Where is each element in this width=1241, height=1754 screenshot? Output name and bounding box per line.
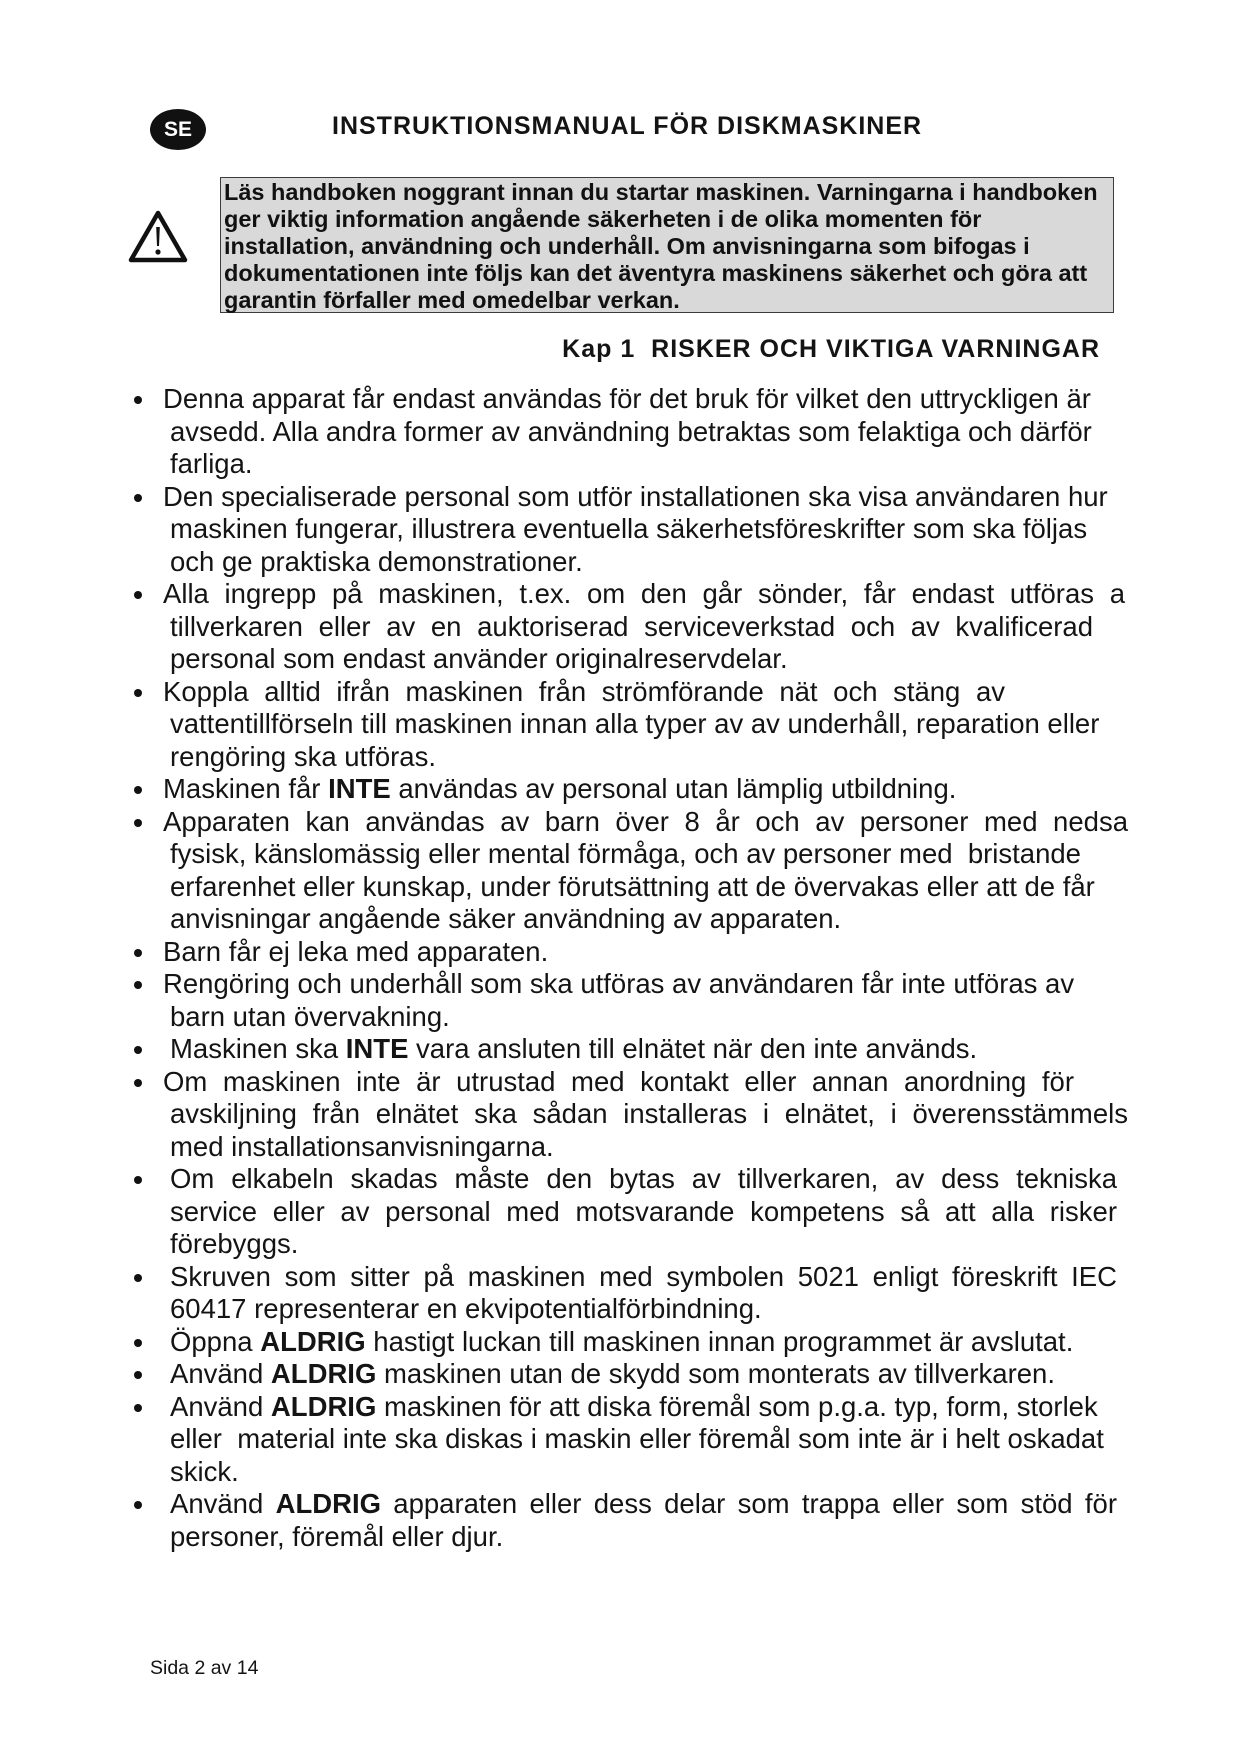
text-segment: apparaten eller dess delar som trappa eller som stöd för (381, 1488, 1117, 1519)
text-segment: avsedd. Alla andra former av användning betraktas som felaktiga och därför (170, 415, 1092, 447)
text-line-content (170, 1033, 977, 1066)
bullet-icon (134, 1274, 142, 1282)
text-segment: Om maskinen inte är utrustad med kontakt eller annan anordning för (163, 1065, 1074, 1097)
bullet-icon (134, 494, 142, 502)
text-line (0, 1228, 1241, 1261)
text-segment: vara ansluten till elnätet när den inte används. (408, 1033, 978, 1064)
list-item (0, 936, 1241, 969)
text-line (0, 968, 1241, 1001)
text-segment: anvisningar angående säker användning av apparaten. (170, 903, 842, 934)
text-line-content (163, 383, 1091, 416)
emphasis-text: ALDRIG (270, 1358, 377, 1389)
bullet-icon (134, 689, 142, 697)
text-line-content (170, 708, 1099, 741)
text-segment: med installationsanvisningarna. (170, 1130, 554, 1162)
bullet-icon (134, 1371, 142, 1379)
list-item (0, 383, 1241, 481)
text-line (0, 1131, 1241, 1164)
text-line (0, 676, 1241, 709)
text-line-content (163, 968, 1074, 1001)
text-segment: Öppna (170, 1325, 261, 1357)
bullet-icon (134, 1079, 142, 1087)
text-line (0, 513, 1241, 546)
text-line-content (163, 676, 1005, 709)
warning-text-line: installation, användning och underhåll. Om anvisningarna som bifogas i (224, 233, 1030, 259)
list-item (0, 1391, 1241, 1489)
emphasis-text: INTE (345, 1033, 409, 1064)
bullet-icon (134, 949, 142, 957)
page-number: Sida 2 av 14 (150, 1657, 259, 1679)
text-line-content (170, 1488, 1117, 1521)
text-line-content (163, 1066, 1074, 1099)
text-line-content (170, 513, 1087, 546)
text-line (0, 936, 1241, 969)
text-segment: erfarenhet eller kunskap, under förutsättning att de övervakas eller att de får (170, 870, 1095, 902)
text-line-content (170, 903, 841, 936)
text-line-content (170, 1261, 1117, 1294)
text-segment: Rengöring och underhåll som ska utföras av användaren får inte utföras av (163, 968, 1075, 999)
bullet-icon (134, 1176, 142, 1184)
text-segment: farliga. (170, 448, 253, 479)
text-line (0, 1456, 1241, 1489)
list-item (0, 676, 1241, 774)
text-line (0, 1163, 1241, 1196)
list-item (0, 1033, 1241, 1066)
text-line (0, 773, 1241, 806)
text-line (0, 1001, 1241, 1034)
text-line-content (170, 643, 788, 676)
text-line-content (170, 1391, 1098, 1424)
text-segment: Om elkabeln skadas måste den bytas av tillverkaren, av dess tekniska (170, 1163, 1117, 1194)
text-segment: Maskinen ska (170, 1033, 346, 1064)
list-item (0, 1163, 1241, 1261)
chapter-heading: Kap 1 RISKER OCH VIKTIGA VARNINGAR (562, 335, 1100, 363)
warning-text-line: garantin förfaller med omedelbar verkan. (224, 287, 680, 313)
text-line-content (163, 773, 956, 806)
text-segment: personer, föremål eller djur. (170, 1520, 504, 1552)
bullet-icon (134, 1404, 142, 1412)
list-item (0, 1261, 1241, 1326)
text-line (0, 416, 1241, 449)
list-item (0, 806, 1241, 936)
bullet-icon (134, 396, 142, 404)
text-line (0, 578, 1241, 611)
list-item (0, 1488, 1241, 1553)
text-segment: avskiljning från elnätet ska sådan installeras i elnätet, i överensstämmels (170, 1098, 1128, 1129)
text-line (0, 1261, 1241, 1294)
warning-triangle-icon (127, 209, 189, 264)
text-segment: Barn får ej leka med apparaten. (163, 935, 549, 967)
text-segment: maskinen utan de skydd som monterats av tillverkaren. (376, 1358, 1055, 1389)
text-segment: service eller av personal med motsvarande kompetens så att alla risker (170, 1195, 1117, 1227)
text-line-content (170, 546, 583, 579)
text-segment: maskinen fungerar, illustrera eventuella säkerhetsföreskrifter som ska följas (170, 513, 1088, 544)
emphasis-text: ALDRIG (260, 1325, 366, 1357)
list-item (0, 1326, 1241, 1359)
warning-text-line: Läs handboken noggrant innan du startar maskinen. Varningarna i handboken (224, 179, 1098, 205)
list-item (0, 1358, 1241, 1391)
text-line (0, 1423, 1241, 1456)
text-line-content (163, 481, 1108, 514)
warning-box (220, 177, 1114, 313)
text-line-content (170, 1326, 1073, 1359)
text-segment: fysisk, känslomässig eller mental förmåga, och av personer med bristande (170, 838, 1081, 869)
text-line (0, 1066, 1241, 1099)
text-segment: Använd (170, 1390, 271, 1422)
text-line (0, 481, 1241, 514)
page-title: INSTRUKTIONSMANUAL FÖR DISKMASKINER (332, 112, 923, 140)
text-line (0, 1326, 1241, 1359)
bullet-icon (134, 981, 142, 989)
text-segment: Använd (170, 1488, 276, 1519)
text-segment: Använd (170, 1358, 271, 1389)
text-line (0, 1293, 1241, 1326)
text-line (0, 871, 1241, 904)
text-line (0, 1098, 1241, 1131)
bullet-icon (134, 1501, 142, 1509)
list-item (0, 773, 1241, 806)
emphasis-text: INTE (328, 773, 391, 804)
text-line-content (170, 1358, 1055, 1391)
text-segment: tillverkaren eller av en auktoriserad serviceverkstad och av kvalificerad (170, 610, 1093, 642)
text-line (0, 1521, 1241, 1554)
text-line (0, 838, 1241, 871)
list-item (0, 968, 1241, 1033)
text-line (0, 903, 1241, 936)
bullet-icon (134, 591, 142, 599)
text-line-content (170, 1228, 298, 1261)
text-line-content (163, 806, 1128, 839)
text-segment: Alla ingrepp på maskinen, t.ex. om den går sönder, får endast utföras a (163, 578, 1125, 609)
text-segment: Maskinen får (163, 773, 329, 804)
text-line (0, 546, 1241, 579)
text-segment: skick. (170, 1455, 239, 1487)
text-line (0, 611, 1241, 644)
text-line-content (170, 611, 1093, 644)
list-item (0, 481, 1241, 579)
bullet-icon (134, 1046, 142, 1054)
text-line-content (170, 448, 253, 481)
emphasis-text: ALDRIG (270, 1390, 377, 1422)
text-line (0, 383, 1241, 416)
text-segment: Den specialiserade personal som utför installationen ska visa användaren hur (163, 480, 1108, 512)
text-line-content (170, 1098, 1128, 1131)
text-segment: hastigt luckan till maskinen innan programmet är avslutat. (365, 1325, 1074, 1357)
text-line-content (170, 1456, 239, 1489)
text-line (0, 708, 1241, 741)
text-segment: eller material inte ska diskas i maskin eller föremål som inte är i helt oskadat (170, 1423, 1104, 1454)
text-line-content (170, 1521, 503, 1554)
text-segment: Denna apparat får endast användas för det bruk för vilket den uttryckligen är (163, 383, 1091, 414)
bullet-icon (134, 1339, 142, 1347)
list-item (0, 1066, 1241, 1164)
text-line (0, 741, 1241, 774)
text-segment: personal som endast använder originalreservdelar. (170, 643, 788, 674)
warning-text-line: ger viktig information angående säkerheten i de olika momenten för (224, 206, 982, 232)
emphasis-text: ALDRIG (275, 1488, 381, 1519)
text-line-content (170, 838, 1081, 871)
text-segment: och ge praktiska demonstrationer. (170, 545, 583, 577)
text-line (0, 1488, 1241, 1521)
text-segment: 60417 representerar en ekvipotentialförbindning. (170, 1293, 762, 1324)
text-line-content (170, 1196, 1117, 1229)
text-segment: vattentillförseln till maskinen innan alla typer av av underhåll, reparation eller (170, 708, 1100, 739)
warning-text-line: dokumentationen inte följs kan det äventyra maskinens säkerhet och göra att (224, 260, 1088, 286)
text-line-content (170, 1163, 1117, 1196)
text-segment: barn utan övervakning. (170, 1000, 450, 1032)
text-line (0, 1391, 1241, 1424)
text-line (0, 1358, 1241, 1391)
text-line-content (170, 1293, 762, 1326)
text-line-content (163, 936, 548, 969)
text-line-content (170, 1001, 450, 1034)
text-line-content (170, 1131, 554, 1164)
text-segment: rengöring ska utföras. (170, 740, 436, 772)
bullet-icon (134, 786, 142, 794)
language-badge: SE (150, 109, 206, 150)
text-line-content (170, 741, 436, 774)
text-segment: maskinen för att diska föremål som p.g.a. typ, form, storlek (376, 1390, 1098, 1422)
text-segment: användas av personal utan lämplig utbildning. (390, 773, 957, 804)
text-segment: Koppla alltid ifrån maskinen från strömförande nät och stäng av (163, 675, 1005, 707)
text-line-content (170, 871, 1095, 904)
text-line (0, 806, 1241, 839)
text-line-content (170, 1423, 1104, 1456)
text-line (0, 1196, 1241, 1229)
list-item (0, 578, 1241, 676)
text-segment: Skruven som sitter på maskinen med symbolen 5021 enligt föreskrift IEC (170, 1260, 1117, 1292)
text-segment: förebyggs. (170, 1228, 299, 1259)
bullet-icon (134, 819, 142, 827)
text-line (0, 448, 1241, 481)
text-line-content (163, 578, 1125, 611)
text-line (0, 643, 1241, 676)
risk-list (0, 383, 1241, 1553)
text-segment: Apparaten kan användas av barn över 8 år och av personer med nedsa (163, 805, 1128, 837)
text-line-content (170, 416, 1092, 449)
text-line (0, 1033, 1241, 1066)
